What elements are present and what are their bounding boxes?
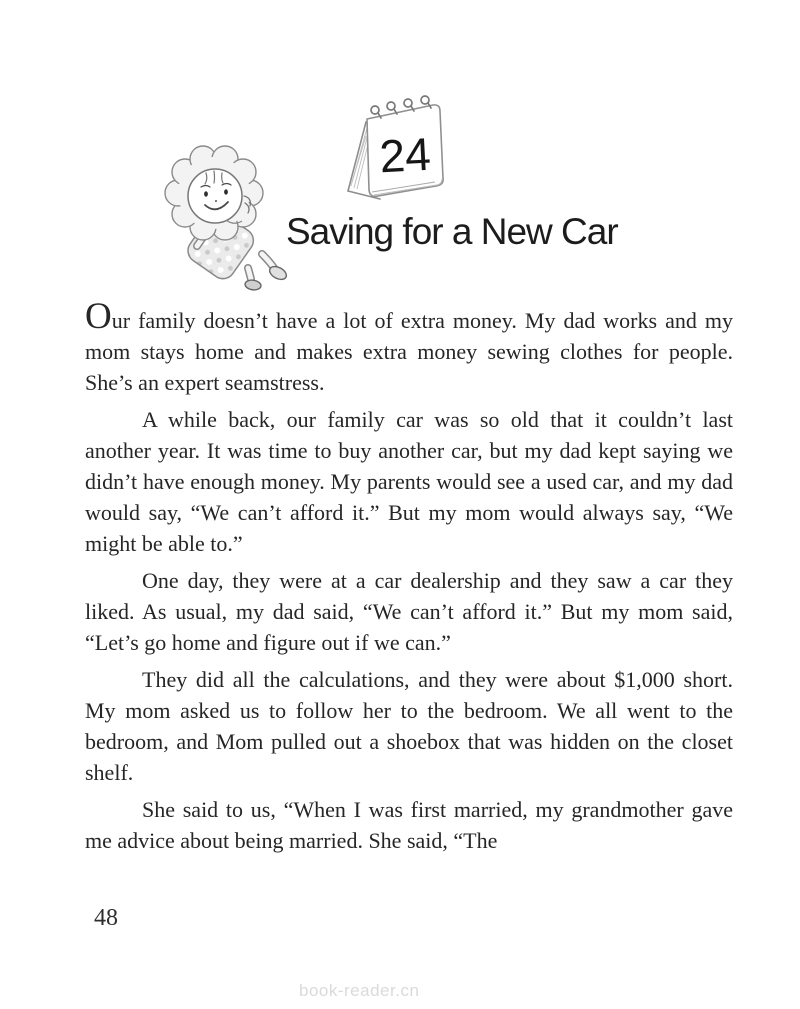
- chapter-number: 24: [378, 127, 432, 183]
- calendar-icon: [336, 92, 458, 216]
- paragraph-text: ur family doesn’t have a lot of extra money. My dad works and my mom stays home and makes extra money sewing clothes for people. She’s an expert seamstress.: [85, 308, 733, 395]
- initial-capital: O: [85, 296, 112, 337]
- paragraph: [85, 296, 733, 398]
- paragraph: They did all the calculations, and they were about $1,000 short. My mom asked us to follow her to the bedroom. We all went to the bedroom, and Mom pulled out a shoebox that was hidden on the closet shelf.: [85, 667, 733, 785]
- paragraph: She said to us, “When I was first married, my grandmother gave me advice about being married. She said, “The: [85, 797, 733, 853]
- chapter-title: Saving for a New Car: [286, 211, 618, 252]
- doll-illustration-icon: [156, 136, 296, 294]
- page-number: 48: [94, 905, 118, 931]
- paragraph: One day, they were at a car dealership and they saw a car they liked. As usual, my dad said, “We can’t afford it.” But my mom said, “Let’s go home and figure out if we can.”: [85, 568, 733, 655]
- watermark: book-reader.cn: [299, 981, 420, 1000]
- story-text: [85, 296, 733, 862]
- paragraph: A while back, our family car was so old that it couldn’t last another year. It was time to buy another car, but my dad kept saying we didn’t have enough money. My parents would see a used car, and my dad would say, “We can’t afford it.” But my mom would always say, “We might be able to.”: [85, 407, 733, 556]
